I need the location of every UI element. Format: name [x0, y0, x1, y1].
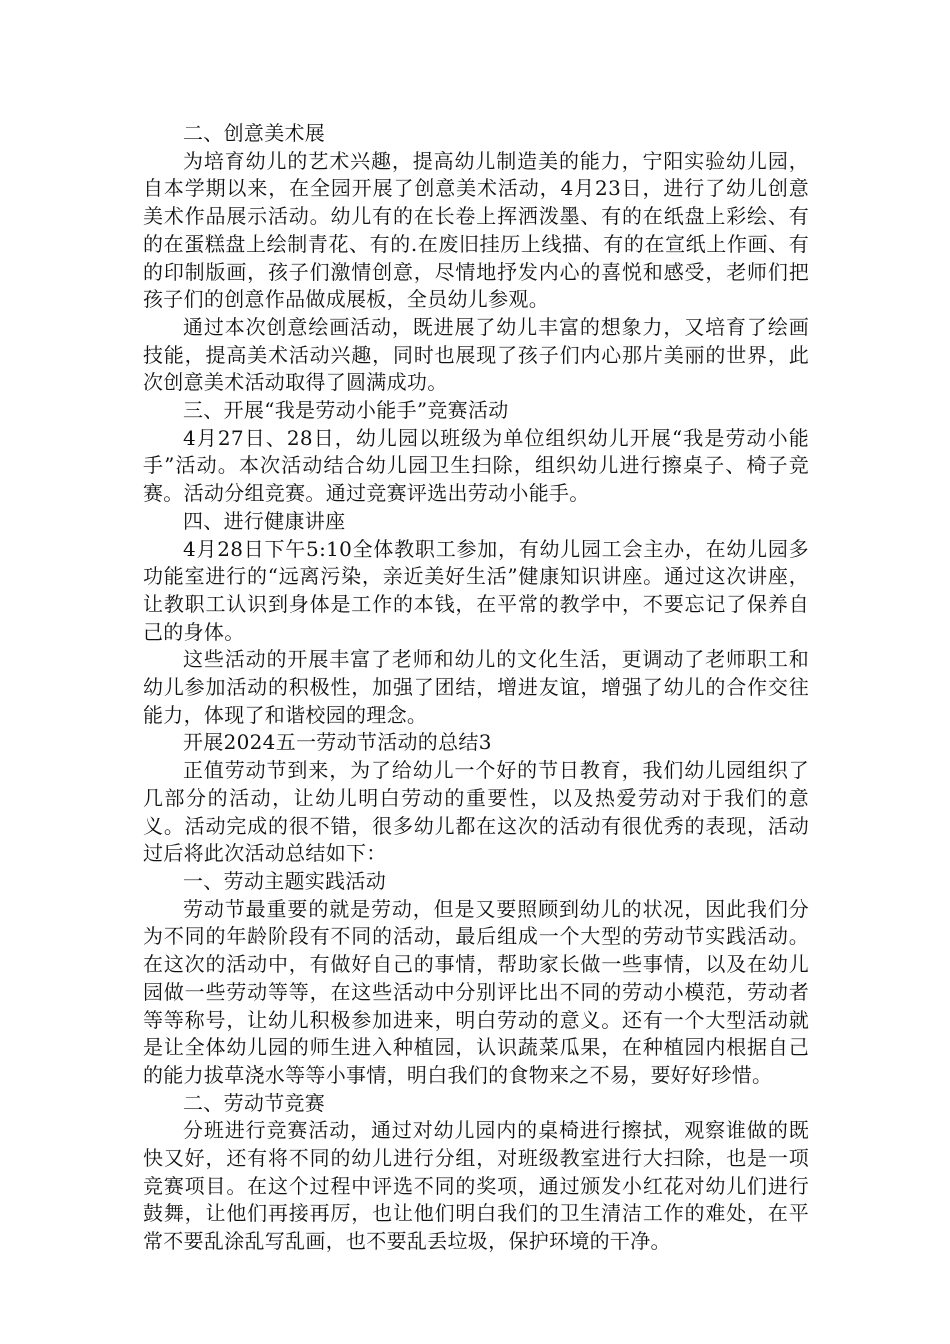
- paragraph-labor-day-competition: 分班进行竞赛活动，通过对幼儿园内的桌椅进行擦拭，观察谁做的既快又好，还有将不同的幼儿进行分组，对班级教室进行大扫除，也是一项竞赛项目。在这个过程中评选不同的奖项，通过颁发小红花对幼儿们进行鼓舞，让他们再接再厉，也让他们明白我们的卫生清洁工作的难处，在平常不要乱涂乱写乱画，也不要乱丢垃圾，保护环境的干净。: [143, 1118, 809, 1254]
- paragraph-art-result: 通过本次创意绘画活动，既进展了幼儿丰富的想象力，又培育了绘画技能，提高美术活动兴趣，同时也展现了孩子们内心那片美丽的世界，此次创意美术活动取得了圆满成功。: [143, 314, 809, 395]
- section-heading-labor-competition: 三、开展“我是劳动小能手”竞赛活动: [183, 398, 509, 423]
- paragraph-activities-summary: 这些活动的开展丰富了老师和幼儿的文化生活，更调动了老师职工和幼儿参加活动的积极性，加强了团结，增进友谊，增强了幼儿的合作交往能力，体现了和谐校园的理念。: [143, 647, 809, 727]
- section-heading-practice: 一、劳动主题实践活动: [183, 868, 386, 893]
- paragraph-practice: 劳动节最重要的就是劳动，但是又要照顾到幼儿的状况，因此我们分为不同的年龄阶段有不同的活动，最后组成一个大型的劳动节实践活动。在这次的活动中，有做好自己的事情，帮助家长做一些事情，以及在幼儿园做一些劳动等等，在这些活动中分别评比出不同的劳动小模范，劳动者等等称号，让幼儿积极参加进来，明白劳动的意义。还有一个大型活动就是让全体幼儿园的师生进入种植园，认识蔬菜瓜果，在种植园内根据自己的能力拔草浇水等等小事情，明白我们的食物来之不易，要好好珍惜。: [143, 896, 809, 1087]
- paragraph-art-exhibition: 为培育幼儿的艺术兴趣，提高幼儿制造美的能力，宁阳实验幼儿园，自本学期以来，在全园开展了创意美术活动，4月23日，进行了幼儿创意美术作品展示活动。幼儿有的在长卷上挥洒泼墨、有的在纸盘上彩绘、有的在蛋糕盘上绘制青花、有的.在废旧挂历上线描、有的在宣纸上作画、有的印制版画，孩子们激情创意，尽情地抒发内心的喜悦和感受，老师们把孩子们的创意作品做成展板，全员幼儿参观。: [143, 148, 809, 312]
- paragraph-summary-intro: 正值劳动节到来，为了给幼儿一个好的节日教育，我们幼儿园组织了几部分的活动，让幼儿明白劳动的重要性，以及热爱劳动对于我们的意义。活动完成的很不错，很多幼儿都在这次的活动有很优秀的表现，活动过后将此次活动总结如下：: [143, 758, 809, 866]
- document-body: [143, 120, 809, 1256]
- section-heading-health-lecture: 四、进行健康讲座: [183, 508, 346, 533]
- summary-title-3: 开展2024五一劳动节活动的总结3: [183, 730, 492, 755]
- paragraph-health-lecture: 4月28日下午5:10全体教职工参加，有幼儿园工会主办，在幼儿园多功能室进行的“远离污染，亲近美好生活”健康知识讲座。通过这次讲座，让教职工认识到身体是工作的本钱，在平常的教学中，不要忘记了保养自己的身体。: [143, 536, 809, 644]
- paragraph-labor-competition: 4月27日、28日，幼儿园以班级为单位组织幼儿开展“我是劳动小能手”活动。本次活动结合幼儿园卫生扫除，组织幼儿进行擦桌子、椅子竞赛。活动分组竞赛。通过竞赛评选出劳动小能手。: [143, 425, 809, 506]
- section-heading-art-exhibition: 二、创意美术展: [183, 121, 326, 145]
- section-heading-labor-day-competition: 二、劳动节竞赛: [183, 1090, 326, 1115]
